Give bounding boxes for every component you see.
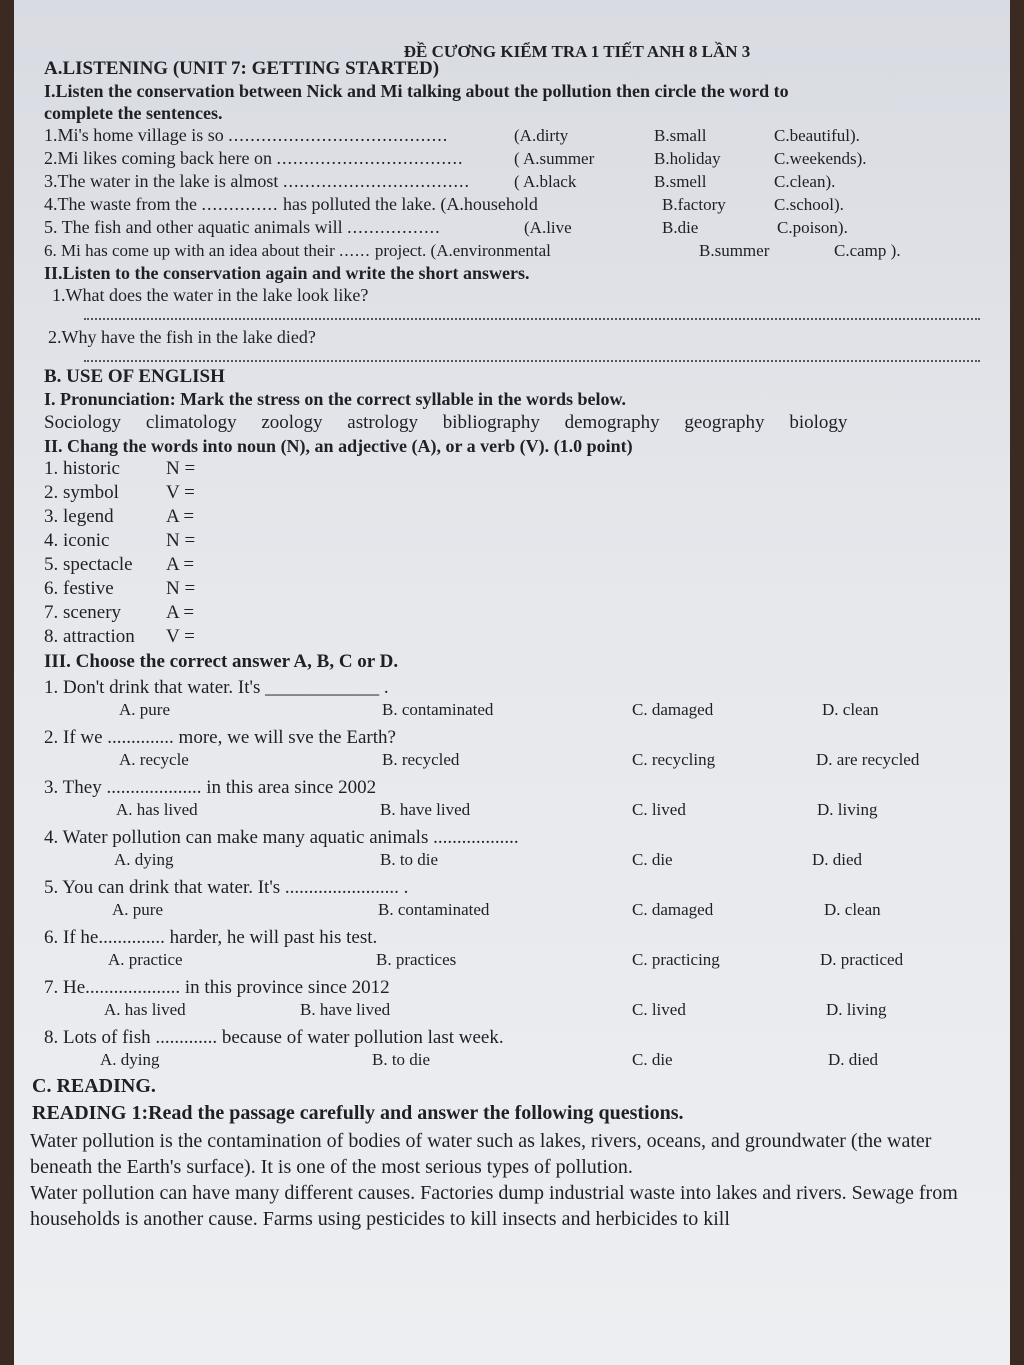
reading-paragraph-1: Water pollution is the contamination of bodies of water such as lakes, rivers, oceans, and groundwater (the water beneath the Earth's surface). It is one of the most serious types of pollution.	[30, 1130, 932, 1178]
listening-option-b: B.summer	[699, 241, 770, 260]
pron-word: biology	[789, 412, 848, 433]
mc-option-c[interactable]: C. lived	[632, 1000, 686, 1019]
listening-item	[44, 170, 990, 193]
mc-option-d[interactable]: D. died	[812, 850, 863, 869]
mc-question: 4. Water pollution can make many aquatic animals ..................	[44, 827, 519, 848]
word-form-row	[44, 625, 990, 649]
listening-option-b: B.factory	[662, 195, 726, 214]
mc-option-c[interactable]: C. damaged	[632, 700, 714, 719]
listening-option-c: C.beautiful).	[774, 126, 860, 145]
listening-instruction-2: complete the sentences.	[44, 103, 223, 123]
listening-items	[44, 124, 990, 262]
listening-item	[44, 124, 990, 147]
listening-option-c: C.weekends).	[774, 149, 867, 168]
document-title: ĐỀ CƯƠNG KIỂM TRA 1 TIẾT ANH 8 LẦN 3	[403, 42, 751, 61]
listening-item-blank: .................	[347, 217, 441, 237]
mc-option-b[interactable]: B. contaminated	[378, 900, 490, 919]
word-form-target: V =	[166, 482, 195, 503]
listening-item	[44, 147, 990, 170]
pronunciation-instruction: I. Pronunciation: Mark the stress on the correct syllable in the words below.	[44, 389, 626, 409]
word-form-word: 3. legend	[44, 506, 114, 527]
word-form-row	[44, 529, 990, 553]
answer-line-1[interactable]	[84, 306, 980, 320]
listening-option-a: has polluted the lake. (A.household	[282, 194, 538, 214]
mc-option-b[interactable]: B. to die	[380, 850, 439, 869]
listening-option-c: C.school).	[774, 195, 844, 214]
mc-option-c[interactable]: C. die	[632, 850, 673, 869]
listening-item-blank: ........................................	[228, 125, 449, 145]
word-form-word: 5. spectacle	[44, 554, 133, 575]
reading-paragraph-2: Water pollution can have many different causes. Factories dump industrial waste into lakes and rivers. Sewage from households is another cause. Farms using pesticides to kill insects and herbicides to kill	[30, 1182, 958, 1230]
mc-option-d[interactable]: D. clean	[824, 900, 881, 919]
mc-option-c[interactable]: C. damaged	[632, 900, 714, 919]
section-a-heading: A.LISTENING (UNIT 7: GETTING STARTED)	[44, 58, 440, 79]
listening-option-a: project. (A.environmental	[374, 241, 551, 260]
mc-option-a[interactable]: A. has lived	[116, 800, 198, 819]
listening-part2-question-1: 1.What does the water in the lake look like?	[52, 285, 369, 305]
word-form-row	[44, 457, 990, 481]
pron-word: bibliography	[442, 412, 540, 433]
word-form-target: A =	[166, 506, 195, 527]
listening-item-stem: 1.Mi's home village is so	[44, 125, 224, 145]
word-form-word: 6. festive	[44, 578, 114, 599]
mc-options	[44, 700, 990, 725]
pron-word: Sociology	[44, 412, 122, 433]
multiple-choice-list	[44, 675, 990, 1075]
answer-line-2[interactable]	[84, 348, 980, 362]
word-form-target: A =	[166, 602, 195, 623]
listening-item-blank: ..............	[201, 194, 279, 214]
mc-options	[44, 900, 990, 925]
word-form-row	[44, 577, 990, 601]
mc-option-d[interactable]: D. living	[826, 1000, 887, 1019]
mc-option-b[interactable]: B. contaminated	[382, 700, 494, 719]
listening-item-stem: 5. The fish and other aquatic animals will	[44, 217, 343, 237]
mc-option-a[interactable]: A. practice	[108, 950, 183, 969]
mc-option-a[interactable]: A. dying	[100, 1050, 160, 1069]
listening-item-stem: 2.Mi likes coming back here on	[44, 148, 272, 168]
mc-question: 7. He.................... in this province since 2012	[44, 977, 390, 998]
choose-instruction: III. Choose the correct answer A, B, C or D.	[44, 651, 399, 672]
listening-item-stem: 3.The water in the lake is almost	[44, 171, 279, 191]
section-c-heading: C. READING.	[32, 1075, 156, 1097]
listening-option-a: ( A.summer	[514, 149, 595, 168]
word-form-target: N =	[166, 530, 196, 551]
word-form-target: V =	[166, 626, 195, 647]
word-form-row	[44, 601, 990, 625]
mc-options	[44, 1050, 990, 1075]
listening-option-b: B.smell	[654, 172, 707, 191]
mc-option-c[interactable]: C. recycling	[632, 750, 716, 769]
reading-1-instruction: READING 1:Read the passage carefully and answer the following questions.	[32, 1102, 684, 1124]
pron-word: geography	[684, 412, 765, 433]
listening-option-b: B.holiday	[654, 149, 721, 168]
listening-item-stem: 4.The waste from the	[44, 194, 197, 214]
word-form-target: N =	[166, 578, 196, 599]
listening-part2-instruction: II.Listen to the conservation again and write the short answers.	[44, 263, 530, 283]
mc-question: 2. If we .............. more, we will sve the Earth?	[44, 727, 396, 748]
mc-question: 6. If he.............. harder, he will past his test.	[44, 927, 378, 948]
word-form-word: 4. iconic	[44, 530, 110, 551]
pron-word: climatology	[145, 412, 237, 433]
mc-option-d[interactable]: D. practiced	[820, 950, 904, 969]
listening-option-a: (A.dirty	[514, 126, 569, 145]
mc-option-c[interactable]: C. practicing	[632, 950, 720, 969]
mc-option-b[interactable]: B. practices	[376, 950, 457, 969]
word-form-word: 2. symbol	[44, 482, 119, 503]
section-b-heading: B. USE OF ENGLISH	[44, 366, 225, 387]
word-form-row	[44, 553, 990, 577]
listening-part2-question-2: 2.Why have the fish in the lake died?	[48, 327, 316, 347]
word-form-target: N =	[166, 458, 196, 479]
word-form-target: A =	[166, 554, 195, 575]
listening-option-b: B.small	[654, 126, 707, 145]
mc-option-b[interactable]: B. to die	[372, 1050, 431, 1069]
mc-options	[44, 950, 990, 975]
mc-option-a[interactable]: A. has lived	[104, 1000, 186, 1019]
pron-word: astrology	[347, 412, 419, 433]
mc-question: 1. Don't drink that water. It's ____________ .	[44, 677, 389, 698]
mc-question: 8. Lots of fish ............. because of water pollution last week.	[44, 1027, 504, 1048]
mc-option-a[interactable]: A. pure	[112, 900, 163, 919]
word-form-list	[44, 457, 990, 649]
listening-item-blank: ..................................	[276, 148, 464, 168]
word-form-word: 7. scenery	[44, 602, 122, 623]
listening-option-c: C.camp ).	[834, 241, 901, 260]
listening-item	[44, 193, 990, 216]
listening-item-blank: ......	[339, 241, 371, 260]
word-form-row	[44, 505, 990, 529]
listening-option-a: ( A.black	[514, 172, 577, 191]
mc-option-a[interactable]: A. pure	[119, 700, 170, 719]
listening-option-b: B.die	[662, 218, 699, 237]
listening-instruction-1: I.Listen the conservation between Nick and Mi talking about the pollution then circle the word to	[44, 81, 789, 101]
mc-options	[44, 800, 990, 825]
pronunciation-words	[44, 410, 990, 435]
mc-question: 3. They .................... in this area since 2002	[44, 777, 377, 798]
listening-option-c: C.poison).	[777, 218, 848, 237]
mc-option-c[interactable]: C. die	[632, 1050, 673, 1069]
word-form-word: 1. historic	[44, 458, 120, 479]
mc-option-d[interactable]: D. are recycled	[816, 750, 920, 769]
mc-option-b[interactable]: B. recycled	[382, 750, 460, 769]
mc-option-a[interactable]: A. dying	[114, 850, 174, 869]
mc-option-d[interactable]: D. died	[828, 1050, 879, 1069]
word-form-instruction: II. Chang the words into noun (N), an adjective (A), or a verb (V). (1.0 point)	[44, 436, 633, 456]
mc-option-a[interactable]: A. recycle	[119, 750, 189, 769]
mc-options	[44, 750, 990, 775]
listening-item-blank: ..................................	[282, 171, 470, 191]
listening-option-c: C.clean).	[774, 172, 836, 191]
mc-options	[44, 1000, 990, 1025]
exam-paper	[14, 0, 1010, 1365]
pron-word: demography	[564, 412, 660, 433]
word-form-word: 8. attraction	[44, 626, 135, 647]
listening-item	[44, 216, 990, 239]
listening-item	[44, 239, 990, 262]
mc-option-b[interactable]: B. have lived	[380, 800, 471, 819]
mc-option-b[interactable]: B. have lived	[300, 1000, 391, 1019]
mc-option-d[interactable]: D. living	[817, 800, 878, 819]
mc-options	[44, 850, 990, 875]
mc-option-c[interactable]: C. lived	[632, 800, 686, 819]
listening-option-a: (A.live	[524, 218, 572, 237]
word-form-row	[44, 481, 990, 505]
listening-item-stem: 6. Mi has come up with an idea about their	[44, 241, 335, 260]
pron-word: zoology	[261, 412, 323, 433]
mc-question: 5. You can drink that water. It's ........................ .	[44, 877, 409, 898]
mc-option-d[interactable]: D. clean	[822, 700, 879, 719]
